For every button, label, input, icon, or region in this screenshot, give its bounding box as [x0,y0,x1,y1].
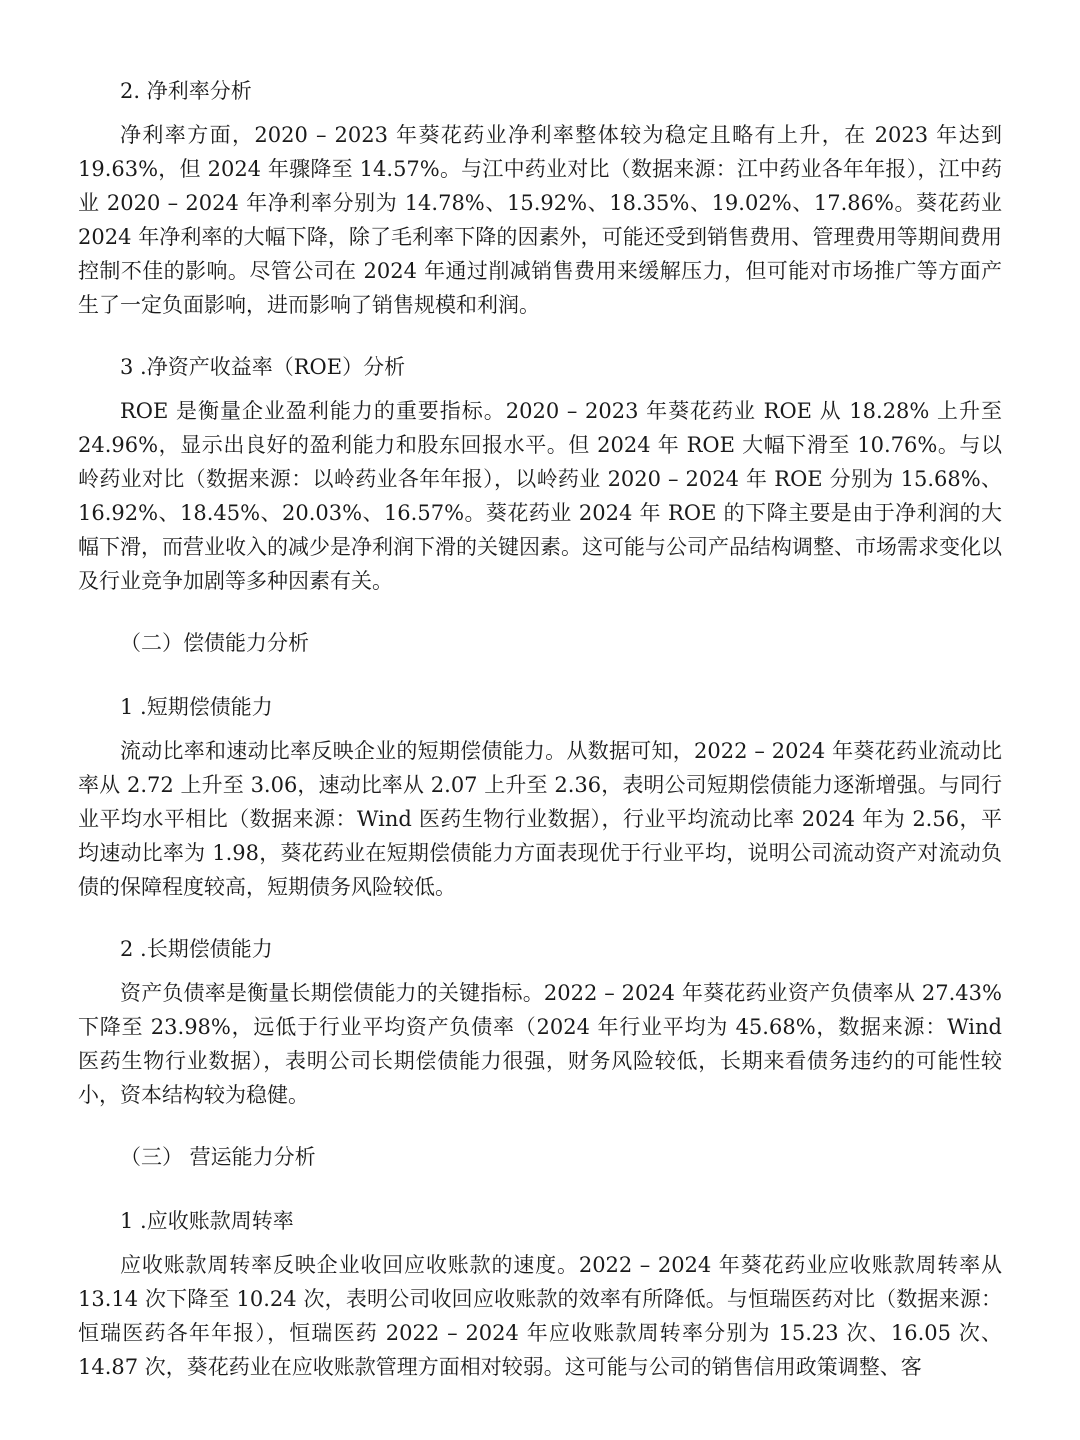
paragraph-short-term-solvency: 流动比率和速动比率反映企业的短期偿债能力。从数据可知，2022 – 2024 年葵花药业流动比率从 2.72 上升至 3.06，速动比率从 2.07 上升至 2.36，表明公司短期偿债能力逐渐增强。与同行业平均水平相比（数据来源：Wind 医药生物行业数据），行业平均流动比率 2024 年为 2.56，平均速动比率为 1.98，葵花药业在短期偿债能力方面表现优于行业平均，说明公司流动资产对流动负债的保障程度较高，短期债务风险较低。 [78,739,1002,899]
section-heading-long-term-solvency: 2 .长期偿债能力 [120,937,273,961]
paragraph-net-margin: 净利率方面，2020 – 2023 年葵花药业净利率整体较为稳定且略有上升，在 2023 年达到 19.63%，但 2024 年骤降至 14.57%。与江中药业对比（数据来源：江中药业各年年报），江中药业 2020 – 2024 年净利率分别为 14.78%、15.92%、18.35%、19.02%、17.86%。葵花药业 2024 年净利率的大幅下降，除了毛利率下降的因素外，可能还受到销售费用、管理费用等期间费用控制不佳的影响。尽管公司在 2024 年通过削减销售费用来缓解压力，但可能对市场推广等方面产生了一定负面影响，进而影响了销售规模和利润。 [78,123,1002,317]
section-heading-net-margin: 2. 净利率分析 [120,79,252,103]
section-heading-solvency: （二）偿债能力分析 [120,631,309,655]
section-heading-short-term-solvency: 1 .短期偿债能力 [120,695,273,719]
document-page [78,72,1002,1384]
paragraph-receivables-turnover: 应收账款周转率反映企业收回应收账款的速度。2022 – 2024 年葵花药业应收账款周转率从 13.14 次下降至 10.24 次，表明公司收回应收账款的效率有所降低。与恒瑞医药对比（数据来源：恒瑞医药各年年报），恒瑞医药 2022 – 2024 年应收账款周转率分别为 15.23 次、16.05 次、14.87 次，葵花药业在应收账款管理方面相对较弱。这可能与公司的销售信用政策调整、客 [78,1253,1002,1379]
section-heading-operating-capability: （三） 营运能力分析 [120,1145,316,1169]
section-heading-roe: 3 .净资产收益率（ROE）分析 [120,355,406,379]
paragraph-roe: ROE 是衡量企业盈利能力的重要指标。2020 – 2023 年葵花药业 ROE 从 18.28% 上升至 24.96%，显示出良好的盈利能力和股东回报水平。但 2024 年 ROE 大幅下滑至 10.76%。与以岭药业对比（数据来源：以岭药业各年年报），以岭药业 2020 – 2024 年 ROE 分别为 15.68%、16.92%、18.45%、20.03%、16.57%。葵花药业 2024 年 ROE 的下降主要是由于净利润的大幅下滑，而营业收入的减少是净利润下滑的关键因素。这可能与公司产品结构调整、市场需求变化以及行业竞争加剧等多种因素有关。 [78,399,1002,593]
paragraph-long-term-solvency: 资产负债率是衡量长期偿债能力的关键指标。2022 – 2024 年葵花药业资产负债率从 27.43% 下降至 23.98%，远低于行业平均资产负债率（2024 年行业平均为 45.68%，数据来源：Wind 医药生物行业数据），表明公司长期偿债能力很强，财务风险较低，长期来看债务违约的可能性较小，资本结构较为稳健。 [78,981,1002,1107]
section-heading-receivables-turnover: 1 .应收账款周转率 [120,1209,294,1233]
